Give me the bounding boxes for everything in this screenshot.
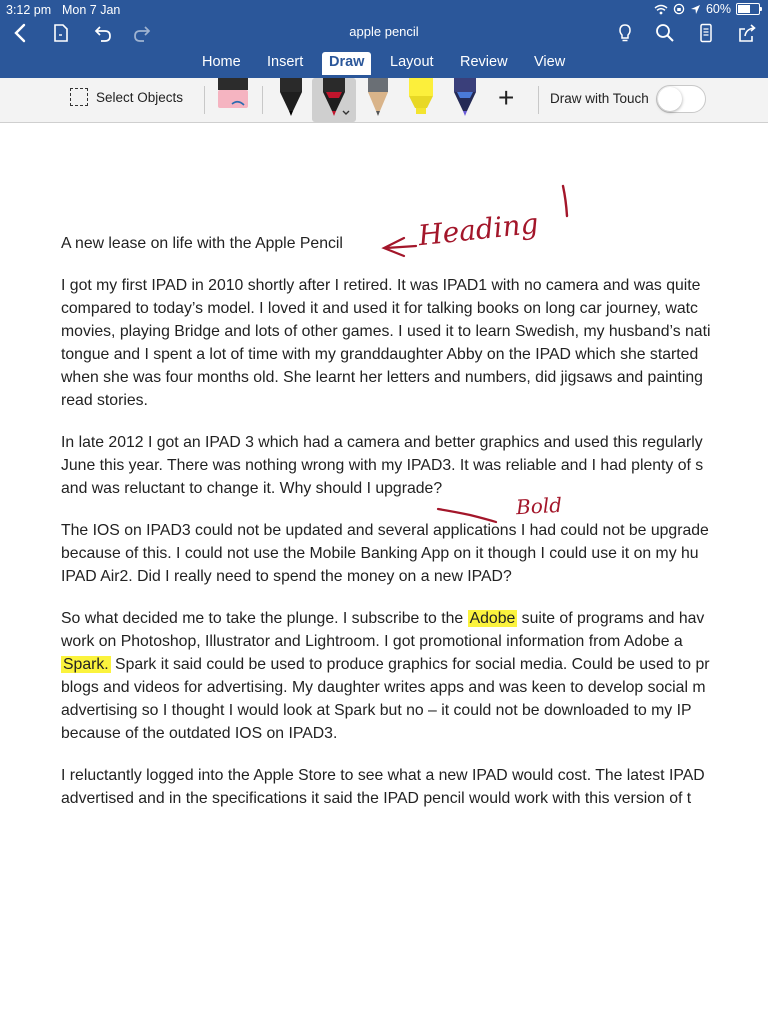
ink-bold-note: Bold xyxy=(515,492,563,520)
pen-icon xyxy=(274,78,308,122)
pencil-tool[interactable] xyxy=(362,78,394,122)
battery-fill xyxy=(738,5,750,13)
status-bar xyxy=(0,0,768,20)
add-pen-button[interactable] xyxy=(498,84,514,112)
text-line: because of the outdated IOS on IPAD3. xyxy=(61,725,338,742)
share-button[interactable] xyxy=(734,20,760,46)
text-line: and was reluctant to change it. Why should I upgrade? xyxy=(61,480,443,497)
text-line: IPAD Air2. Did I really need to spend the money on a new IPAD? xyxy=(61,568,512,585)
battery-icon xyxy=(736,3,760,15)
toggle-knob xyxy=(658,87,682,111)
highlighter-tool[interactable] xyxy=(404,78,438,122)
text-line: In late 2012 I got an IPAD 3 which had a camera and better graphics and used this regularly xyxy=(61,434,703,451)
text-line: The IOS on IPAD3 could not be updated and several applications I had could not be upgrade xyxy=(61,522,709,539)
draw-ribbon xyxy=(0,78,768,123)
text-line: tongue and I spent a lot of time with my granddaughter Abby on the IPAD which she started xyxy=(61,346,699,363)
text-line xyxy=(61,607,768,630)
tab-home[interactable]: Home xyxy=(202,54,241,70)
highlighter-icon xyxy=(404,78,438,122)
text-segment: suite of programs and hav xyxy=(517,610,705,627)
text-segment: Spark it said could be used to produce graphics for social media. Could be used to pr xyxy=(110,656,710,673)
search-button[interactable] xyxy=(652,20,678,46)
title-bar xyxy=(0,0,768,78)
pen-red-tool[interactable] xyxy=(312,78,356,122)
plus-icon: + xyxy=(498,82,515,113)
paragraph-2 xyxy=(61,431,768,500)
tab-review[interactable]: Review xyxy=(460,54,508,70)
draw-with-touch-label: Draw with Touch xyxy=(550,91,649,106)
status-right xyxy=(654,2,760,16)
text-line: compared to today’s model. I loved it and used it for talking books on long car journey, watc xyxy=(61,300,698,317)
tab-draw[interactable]: Draw xyxy=(322,52,371,75)
mobile-view-button[interactable] xyxy=(693,20,719,46)
pen-black-tool[interactable] xyxy=(274,78,308,122)
highlighted-word: Spark. xyxy=(63,656,109,673)
text-line: work on Photoshop, Illustrator and Lightroom. I got promotional information from Adobe a xyxy=(61,633,683,650)
tab-view[interactable]: View xyxy=(534,54,566,70)
text-line: I got my first IPAD in 2010 shortly after I retired. It was IPAD1 with no camera and was quite xyxy=(61,277,701,294)
text-line: read stories. xyxy=(61,392,148,409)
tab-insert[interactable]: Insert xyxy=(267,54,304,70)
text-line: when she was four months old. She learnt her letters and numbers, did jigsaws and painting xyxy=(61,369,703,386)
status-date: Mon 7 Jan xyxy=(62,3,121,17)
tell-me-button[interactable] xyxy=(612,20,638,46)
paragraph-4 xyxy=(61,607,768,745)
text-line: I reluctantly logged into the Apple Store to see what a new IPAD would cost. The latest IPAD xyxy=(61,767,705,784)
text-segment: So what decided me to take the plunge. I subscribe to the xyxy=(61,610,468,627)
text-line: advertising so I thought I would look at Spark but no – it could not be downloaded to my IP xyxy=(61,702,692,719)
share-icon xyxy=(736,22,758,44)
highlighted-word: Adobe xyxy=(469,610,516,627)
text-line: June this year. There was nothing wrong with my IPAD3. It was reliable and I had plenty of s xyxy=(61,457,704,474)
ribbon-divider xyxy=(262,86,263,114)
status-time: 3:12 pm xyxy=(6,3,52,17)
search-icon xyxy=(654,22,676,44)
ribbon-divider xyxy=(538,86,539,114)
select-objects-icon xyxy=(70,88,88,106)
document-body[interactable] xyxy=(61,232,768,829)
mobile-view-icon xyxy=(695,22,717,44)
battery-percent: 60% xyxy=(705,2,731,16)
galaxy-pen-tool[interactable] xyxy=(448,78,482,122)
text-line: movies, playing Bridge and lots of other games. I used it to learn Swedish, my husband’s nati xyxy=(61,323,711,340)
eraser-icon xyxy=(214,78,252,122)
ribbon-tabs xyxy=(0,50,768,78)
pencil-icon xyxy=(362,78,394,122)
ink-exclamation xyxy=(563,186,567,216)
rotation-lock-icon xyxy=(673,3,685,15)
ink-heading-note: Heading xyxy=(416,206,540,253)
select-objects-label: Select Objects xyxy=(96,89,184,105)
document-heading: A new lease on life with the Apple Pencil xyxy=(61,235,343,252)
eraser-tool[interactable] xyxy=(214,78,252,122)
location-icon xyxy=(690,4,701,15)
paragraph-3 xyxy=(61,519,768,588)
document-title: apple pencil xyxy=(349,24,419,39)
text-line: advertised and in the specifications it said the IPAD pencil would work with this version of t xyxy=(61,790,692,807)
paragraph-5 xyxy=(61,764,768,810)
draw-with-touch-toggle[interactable] xyxy=(656,85,706,113)
ribbon-divider xyxy=(204,86,205,114)
pen-icon xyxy=(448,78,482,122)
text-line: blogs and videos for advertising. My daughter writes apps and was keen to develop social m xyxy=(61,679,706,696)
paragraph-1 xyxy=(61,274,768,412)
wifi-icon xyxy=(654,4,668,15)
select-objects-button[interactable] xyxy=(70,88,183,106)
pen-icon xyxy=(312,78,356,122)
lightbulb-icon xyxy=(614,22,636,44)
text-line: because of this. I could not use the Mobile Banking App on it though I could use it on my hu xyxy=(61,545,699,562)
text-line xyxy=(61,653,768,676)
tab-layout[interactable]: Layout xyxy=(390,54,434,70)
